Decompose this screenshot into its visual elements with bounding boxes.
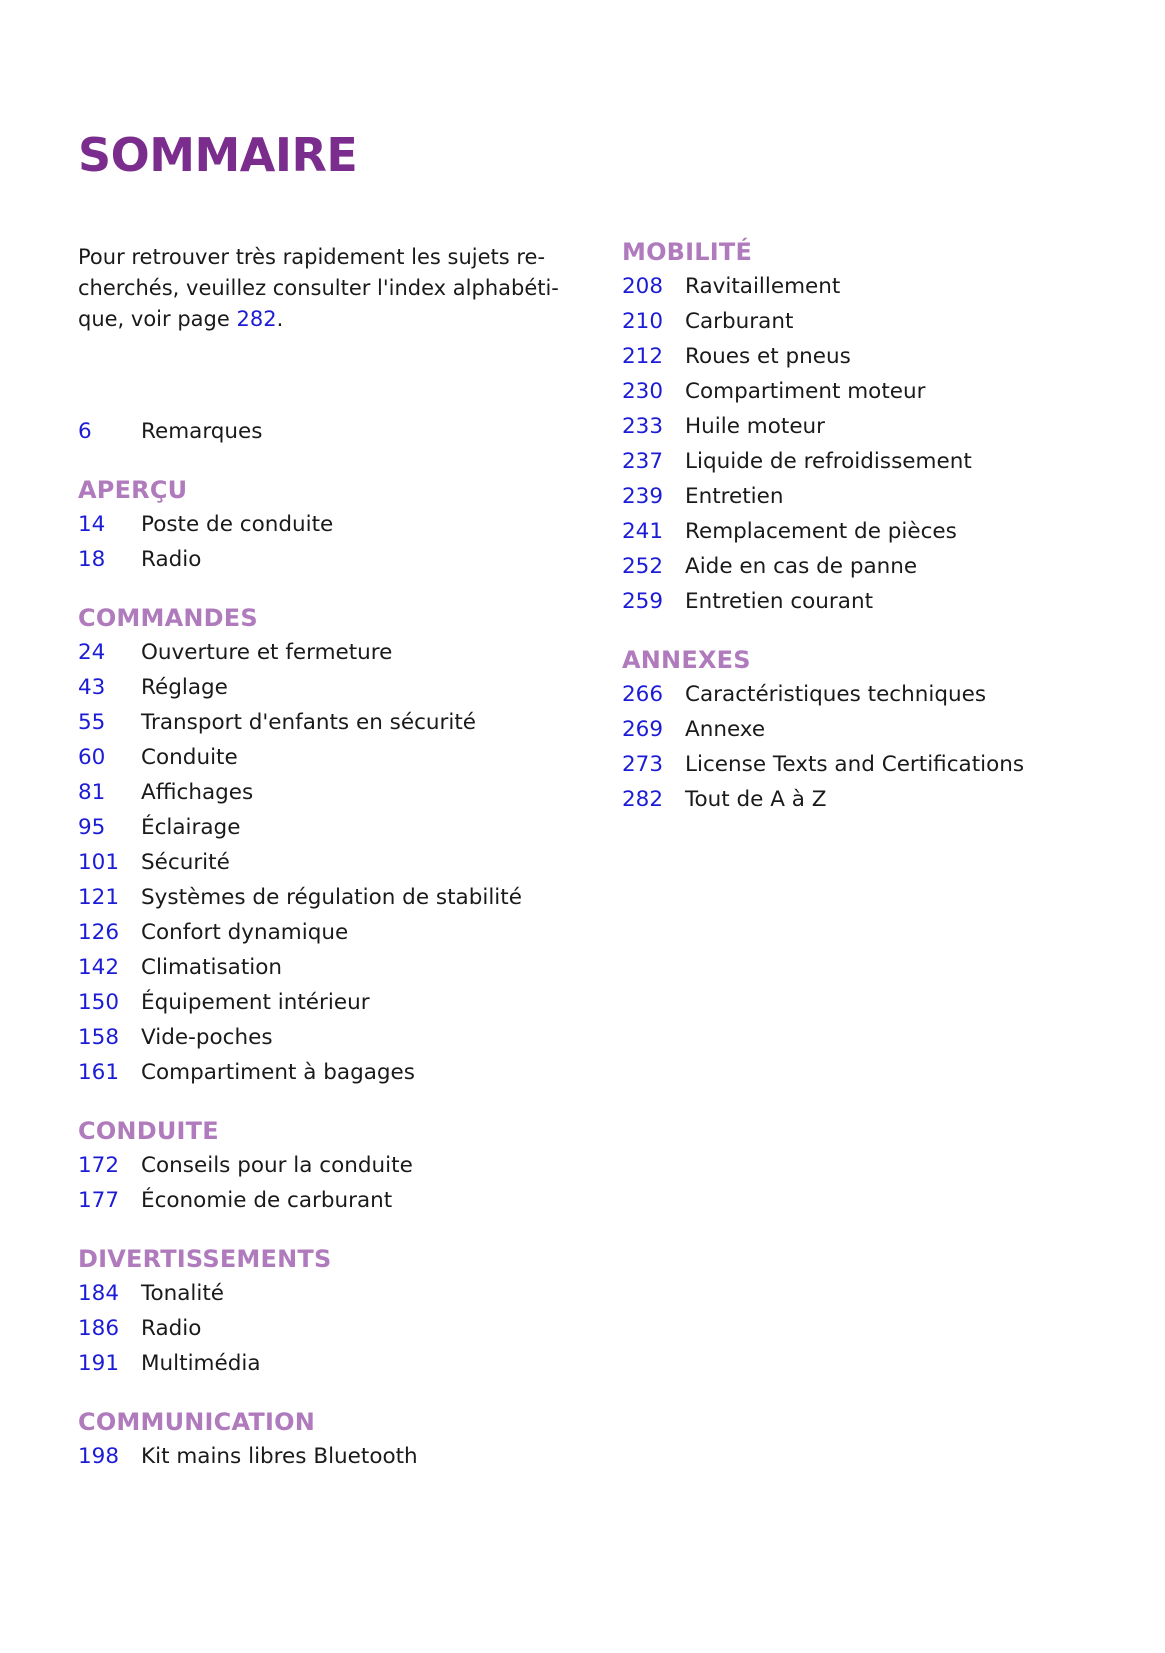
section-heading-mobilite: MOBILITÉ: [622, 238, 753, 266]
toc-entry-label: Caractéristiques techniques: [685, 682, 987, 707]
toc-entry[interactable]: [622, 304, 1122, 339]
toc-page-number[interactable]: 198: [78, 1444, 120, 1469]
toc-list-communication: [78, 1439, 578, 1474]
toc-entry[interactable]: [78, 1183, 578, 1218]
toc-page-number[interactable]: 184: [78, 1281, 120, 1306]
toc-entry[interactable]: [78, 1055, 578, 1090]
toc-entry-label: Radio: [141, 547, 202, 572]
toc-list-commandes: [78, 635, 578, 1090]
toc-entry[interactable]: [78, 507, 578, 542]
toc-entry-label: Roues et pneus: [685, 344, 851, 369]
toc-entry-label: Réglage: [141, 675, 228, 700]
toc-page-number[interactable]: 150: [78, 990, 120, 1015]
toc-entry[interactable]: [78, 985, 578, 1020]
toc-page-number[interactable]: 101: [78, 850, 120, 875]
toc-entry[interactable]: [78, 1148, 578, 1183]
toc-entry-label: Aide en cas de panne: [685, 554, 918, 579]
toc-entry[interactable]: [78, 810, 578, 845]
toc-entry-label: Remplacement de pièces: [685, 519, 957, 544]
toc-entry-label: Conseils pour la conduite: [141, 1153, 413, 1178]
intro-line-3-prefix: que, voir page: [78, 307, 237, 331]
toc-entry-label: Éclairage: [141, 815, 241, 840]
toc-entry[interactable]: [78, 915, 578, 950]
toc-page-number[interactable]: 282: [622, 787, 664, 812]
toc-entry-label: Climatisation: [141, 955, 283, 980]
toc-page-number[interactable]: 18: [78, 547, 106, 572]
toc-page-number[interactable]: 252: [622, 554, 664, 579]
toc-page-number[interactable]: 142: [78, 955, 120, 980]
toc-entry-label: Tonalité: [141, 1281, 225, 1306]
toc-entry-label: Multimédia: [141, 1351, 261, 1376]
toc-entry-label: Affichages: [141, 780, 254, 805]
toc-page-number[interactable]: 233: [622, 414, 664, 439]
toc-entry[interactable]: [78, 414, 578, 449]
toc-entry-label: Compartiment moteur: [685, 379, 926, 404]
toc-list-apercu: [78, 507, 578, 577]
toc-page-number[interactable]: 230: [622, 379, 664, 404]
toc-page-number[interactable]: 208: [622, 274, 664, 299]
toc-entry-label: Compartiment à bagages: [141, 1060, 415, 1085]
toc-list-mobilite: [622, 269, 1122, 619]
toc-entry-label: Économie de carburant: [141, 1188, 393, 1213]
intro-line-3-suffix: .: [276, 307, 284, 331]
toc-entry[interactable]: [622, 549, 1122, 584]
toc-entry[interactable]: [622, 339, 1122, 374]
toc-page-number[interactable]: 43: [78, 675, 106, 700]
toc-page-number[interactable]: 177: [78, 1188, 120, 1213]
toc-entry[interactable]: [622, 269, 1122, 304]
toc-entry-label: Tout de A à Z: [685, 787, 827, 812]
section-heading-apercu: APERÇU: [78, 476, 188, 504]
toc-entry-label: Annexe: [685, 717, 766, 742]
toc-entry[interactable]: [78, 542, 578, 577]
toc-entry-label: Poste de conduite: [141, 512, 334, 537]
toc-page-number[interactable]: 212: [622, 344, 664, 369]
toc-page-number[interactable]: 210: [622, 309, 664, 334]
toc-entry-label: Transport d'enfants en sécurité: [141, 710, 477, 735]
toc-list-annexes: [622, 677, 1122, 817]
toc-entry[interactable]: [78, 635, 578, 670]
toc-entry-label: Conduite: [141, 745, 238, 770]
toc-entry[interactable]: [622, 444, 1122, 479]
toc-entry[interactable]: [78, 880, 578, 915]
toc-entry-label: Entretien courant: [685, 589, 873, 614]
page-title: SOMMAIRE: [78, 128, 358, 182]
toc-entry[interactable]: [622, 514, 1122, 549]
toc-entry[interactable]: [78, 950, 578, 985]
toc-entry[interactable]: [78, 1439, 578, 1474]
toc-entry[interactable]: [622, 782, 1122, 817]
toc-entry[interactable]: [78, 705, 578, 740]
toc-page-number[interactable]: 266: [622, 682, 664, 707]
toc-page-number[interactable]: 161: [78, 1060, 120, 1085]
toc-entry-label: Confort dynamique: [141, 920, 349, 945]
index-page-link[interactable]: 282: [236, 307, 277, 331]
toc-entry-label: Carburant: [685, 309, 794, 334]
toc-page-number[interactable]: 239: [622, 484, 664, 509]
toc-entry[interactable]: [78, 1311, 578, 1346]
toc-page-number[interactable]: 237: [622, 449, 664, 474]
section-heading-communication: COMMUNICATION: [78, 1408, 315, 1436]
toc-entry-label: Entretien: [685, 484, 784, 509]
toc-list-divertissements: [78, 1276, 578, 1381]
toc-entry-label: Radio: [141, 1316, 202, 1341]
intro-line-2: cherchés, veuillez consulter l'index alphabéti-: [78, 276, 559, 300]
toc-entry[interactable]: [78, 1346, 578, 1381]
toc-page-number[interactable]: 55: [78, 710, 106, 735]
toc-entry-label: License Texts and Certifications: [685, 752, 1025, 777]
toc-page-number[interactable]: 6: [78, 419, 92, 444]
toc-page-number[interactable]: 269: [622, 717, 664, 742]
section-heading-divertissements: DIVERTISSEMENTS: [78, 1245, 332, 1273]
section-heading-commandes: COMMANDES: [78, 604, 258, 632]
intro-line-1: Pour retrouver très rapidement les sujets re-: [78, 245, 546, 269]
toc-entry[interactable]: [78, 740, 578, 775]
toc-list-conduite: [78, 1148, 578, 1218]
toc-page-number[interactable]: 24: [78, 640, 106, 665]
toc-page-number[interactable]: 191: [78, 1351, 120, 1376]
toc-entry[interactable]: [622, 712, 1122, 747]
toc-entry[interactable]: [622, 677, 1122, 712]
toc-entry-label: Remarques: [141, 419, 263, 444]
intro-paragraph: [78, 242, 578, 335]
toc-entry-label: Kit mains libres Bluetooth: [141, 1444, 418, 1469]
toc-entry-label: Sécurité: [141, 850, 230, 875]
toc-page-number[interactable]: 186: [78, 1316, 120, 1341]
toc-page-number[interactable]: 60: [78, 745, 106, 770]
toc-entry[interactable]: [622, 409, 1122, 444]
toc-entry-label: Huile moteur: [685, 414, 826, 439]
toc-page-number[interactable]: 172: [78, 1153, 120, 1178]
toc-page-number[interactable]: 81: [78, 780, 106, 805]
toc-page-number[interactable]: 259: [622, 589, 664, 614]
toc-list-remarques: [78, 414, 578, 449]
section-heading-conduite: CONDUITE: [78, 1117, 219, 1145]
toc-entry[interactable]: [622, 584, 1122, 619]
section-heading-annexes: ANNEXES: [622, 646, 751, 674]
toc-page-number[interactable]: 121: [78, 885, 120, 910]
toc-page-number[interactable]: 158: [78, 1025, 120, 1050]
toc-entry[interactable]: [78, 1276, 578, 1311]
left-column: [78, 242, 578, 1474]
toc-entry-label: Liquide de refroidissement: [685, 449, 972, 474]
toc-page-number[interactable]: 95: [78, 815, 106, 840]
right-column: [622, 236, 1122, 817]
toc-entry-label: Ouverture et fermeture: [141, 640, 393, 665]
toc-entry[interactable]: [78, 845, 578, 880]
toc-page-number[interactable]: 14: [78, 512, 106, 537]
toc-entry-label: Vide-poches: [141, 1025, 273, 1050]
toc-page-number[interactable]: 126: [78, 920, 120, 945]
toc-entry[interactable]: [78, 1020, 578, 1055]
toc-entry[interactable]: [78, 670, 578, 705]
toc-entry-label: Équipement intérieur: [141, 990, 370, 1015]
toc-entry-label: Ravitaillement: [685, 274, 841, 299]
toc-entry[interactable]: [78, 775, 578, 810]
toc-page-number[interactable]: 273: [622, 752, 664, 777]
toc-page-number[interactable]: 241: [622, 519, 664, 544]
toc-entry-label: Systèmes de régulation de stabilité: [141, 885, 522, 910]
toc-entry[interactable]: [622, 747, 1122, 782]
toc-entry[interactable]: [622, 374, 1122, 409]
toc-entry[interactable]: [622, 479, 1122, 514]
